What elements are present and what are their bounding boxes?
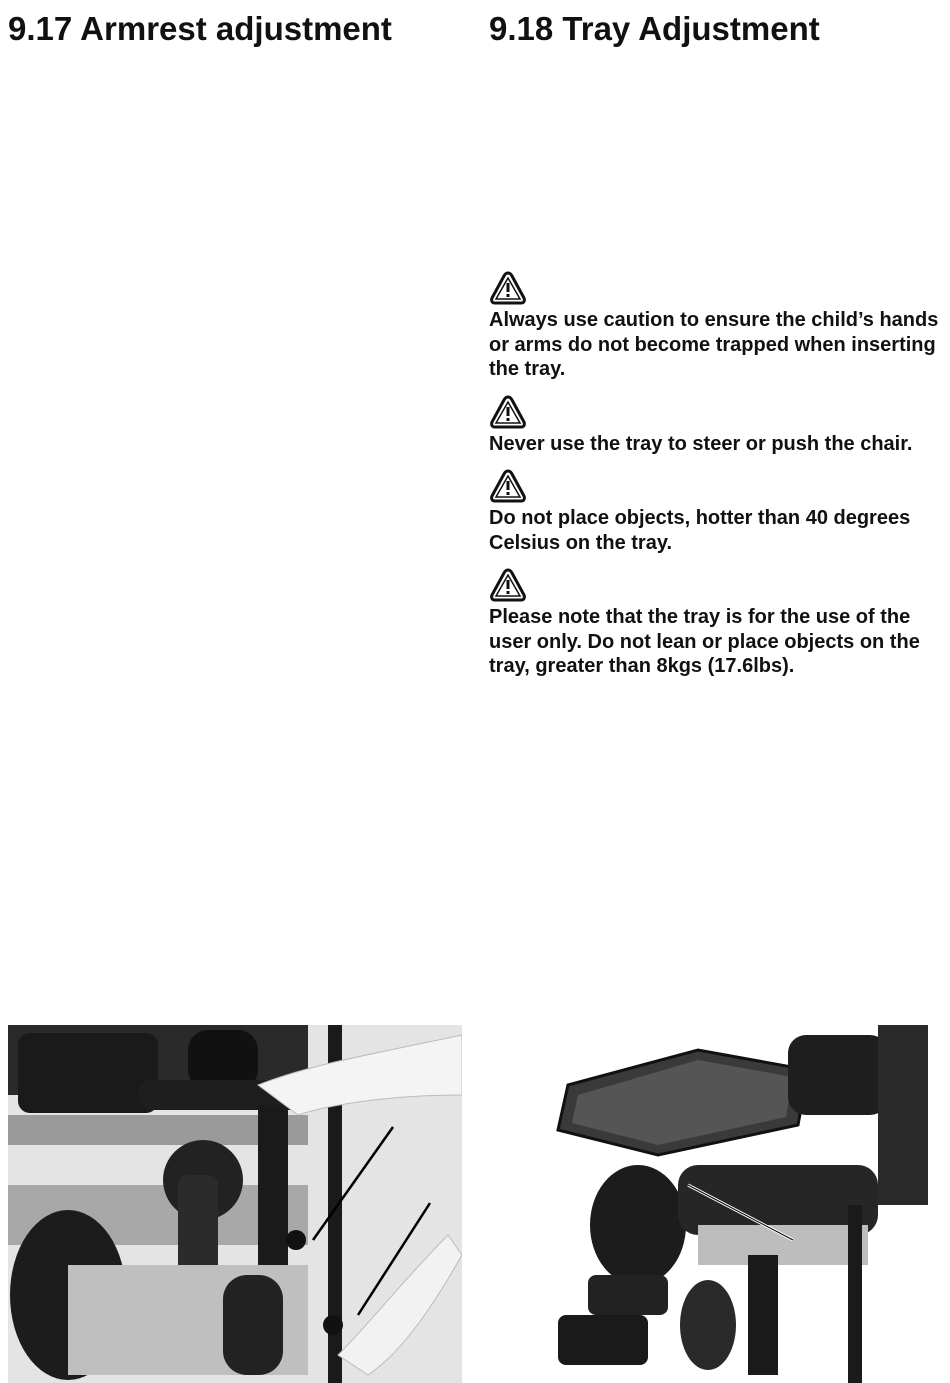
- tray-warnings: [489, 270, 949, 691]
- warning-text: Please note that the tray is for the use of the user only. Do not lean or place objects on the tray, greater than 8kgs (17.6lbs).: [489, 606, 920, 677]
- warning-text: Do not place objects, hotter than 40 degrees Celsius on the tray.: [489, 507, 911, 554]
- armrest-adjustment-photo: [8, 1025, 462, 1383]
- warning-triangle-icon: [489, 270, 527, 306]
- warning-triangle-icon: [489, 394, 527, 430]
- section-title-armrest: 9.17 Armrest adjustment: [8, 10, 392, 47]
- warning-item: [489, 567, 949, 679]
- warning-item: [489, 270, 949, 382]
- tray-adjustment-photo: [548, 1025, 950, 1383]
- warning-item: [489, 394, 949, 457]
- warning-item: [489, 468, 949, 555]
- warning-triangle-icon: [489, 468, 527, 504]
- warning-triangle-icon: [489, 567, 527, 603]
- section-title-tray: 9.18 Tray Adjustment: [489, 10, 820, 47]
- warning-text: Never use the tray to steer or push the chair.: [489, 432, 913, 455]
- warning-text: Always use caution to ensure the child’s hands or arms do not become trapped when inserting the tray.: [489, 309, 939, 380]
